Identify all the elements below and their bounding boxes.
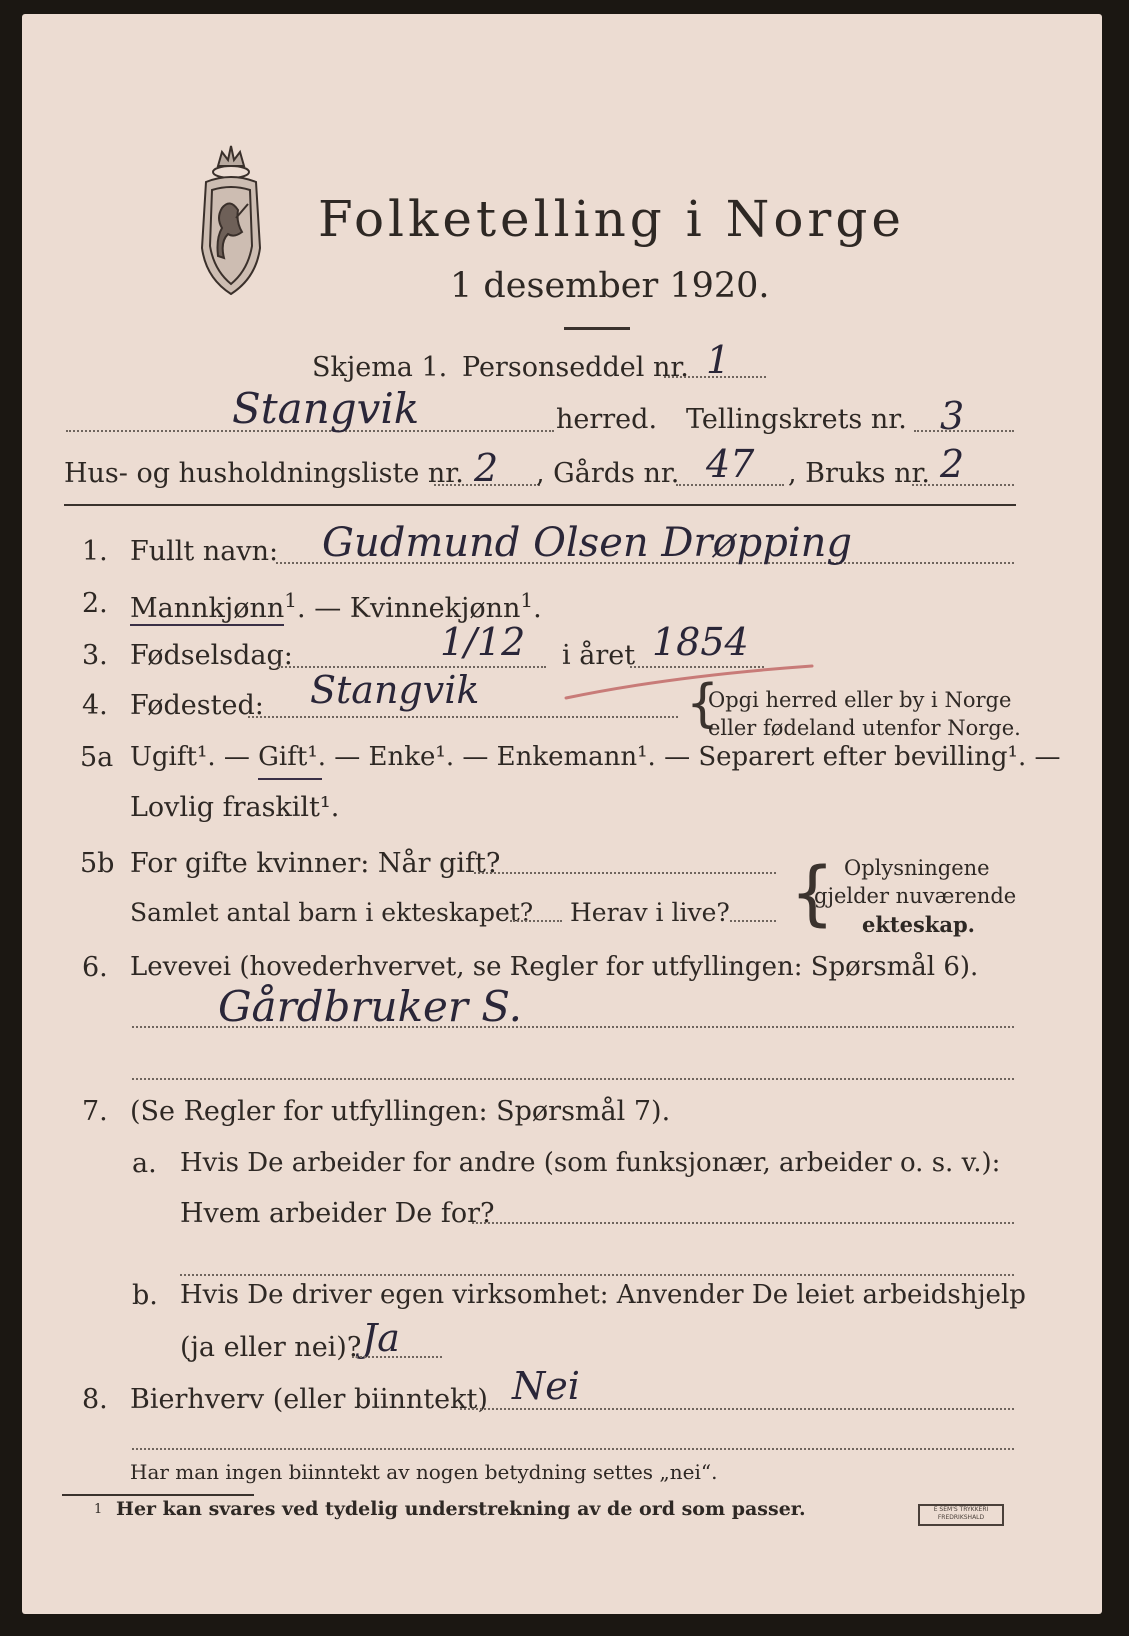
q5b-note-line2: gjelder nuværende (814, 884, 1017, 908)
q4-label: Fødested: (130, 690, 264, 721)
gards-label: , Gårds nr. (536, 458, 680, 489)
q7a-line1: Hvis De arbeider for andre (som funksjonær, arbeider o. s. v.): (180, 1148, 1001, 1178)
q8-line2 (132, 1448, 1014, 1450)
gards-value: 47 (706, 442, 755, 486)
q5b-alive-label: Herav i live? (570, 898, 730, 927)
q7-number: 7. (82, 1096, 108, 1127)
q2-options (130, 588, 542, 624)
coat-of-arms-icon (190, 138, 272, 298)
q6-label: Levevei (hovederhvervet, se Regler for utfyllingen: Spørsmål 6). (130, 952, 979, 982)
tellingskrets-label: Tellingskrets nr. (686, 404, 907, 435)
footnote-rule (62, 1494, 254, 1496)
q4-line (248, 716, 678, 718)
q6-line2 (132, 1078, 1014, 1080)
q6-number: 6. (82, 952, 108, 983)
q4-number: 4. (82, 690, 108, 721)
q1-label: Fullt navn: (130, 536, 279, 567)
hus-label: Hus- og husholdningsliste nr. (64, 458, 464, 489)
q5a-line2: Lovlig fraskilt¹. (130, 792, 340, 823)
printer-stamp: E SEM'S TRYKKERI FREDRIKSHALD (918, 1504, 1004, 1526)
bruks-label: , Bruks nr. (788, 458, 931, 489)
q7b-letter: b. (132, 1280, 158, 1311)
q7b-line (352, 1356, 442, 1358)
q3-year-label: i året (562, 640, 636, 671)
q8-line1 (460, 1408, 1014, 1410)
q7a-line2: Hvem arbeider De for? (180, 1198, 495, 1229)
q4-value: Stangvik (310, 668, 480, 712)
q4-note-line1: Opgi herred eller by i Norge (708, 688, 1012, 712)
skjema-label: Skjema 1. (312, 352, 448, 383)
female-option: Kvinnekjønn (349, 593, 521, 624)
herred-label: herred. (556, 404, 658, 435)
q7b-line2: (ja eller nei)? (180, 1332, 362, 1363)
footnote-mark: 1 (94, 1502, 103, 1517)
male-option-period: . (297, 593, 306, 624)
q1-value: Gudmund Olsen Drøpping (322, 520, 852, 566)
q2-number: 2. (82, 588, 108, 619)
q8-label: Bierhverv (eller biinntekt) (130, 1384, 488, 1415)
q5b-alive-line (730, 920, 776, 922)
q4-note-brace: { (686, 674, 720, 734)
gender-separator: — (314, 593, 342, 624)
footnote-text: Her kan svares ved tydelig understrekning av de ord som passer. (116, 1498, 806, 1520)
q3-label: Fødselsdag: (130, 640, 293, 671)
q6-value: Gårdbruker S. (218, 982, 522, 1031)
female-option-period: . (533, 593, 542, 624)
q7a-extra-line (180, 1274, 1014, 1276)
q5b-number: 5b (80, 848, 115, 879)
q5b-note-line1: Oplysningene (844, 856, 990, 880)
q5b-married-line (474, 872, 776, 874)
hus-value: 2 (474, 446, 499, 490)
tellingskrets-value: 3 (940, 394, 965, 438)
male-option: Mannkjønn (130, 593, 285, 624)
title-divider (564, 327, 630, 330)
form-title: Folketelling i Norge (318, 190, 905, 248)
q5b-children-line (510, 920, 562, 922)
bruks-value: 2 (940, 442, 965, 486)
q5b-note-line3: ekteskap. (862, 912, 975, 937)
male-footnote-sup: 1 (284, 588, 298, 612)
census-form (22, 14, 1102, 1614)
q5b-line1: For gifte kvinner: Når gift? (130, 848, 501, 879)
q3-year-value: 1854 (652, 620, 749, 664)
q5b-note-brace: { (790, 852, 835, 934)
q7a-letter: a. (132, 1148, 157, 1179)
q7-label: (Se Regler for utfyllingen: Spørsmål 7). (130, 1096, 671, 1127)
q1-number: 1. (82, 536, 108, 567)
female-footnote-sup: 1 (520, 588, 534, 612)
q4-note-line2: eller fødeland utenfor Norge. (708, 716, 1021, 740)
gift-underline (258, 778, 322, 780)
personseddel-label: Personseddel nr. (462, 352, 689, 383)
q3-day-value: 1/12 (440, 620, 526, 664)
biinntekt-note: Har man ingen biinntekt av nogen betydning settes „nei“. (130, 1460, 718, 1484)
herred-value: Stangvik (232, 384, 420, 433)
q8-number: 8. (82, 1384, 108, 1415)
census-date: 1 desember 1920. (450, 266, 770, 306)
q5a-line1: Ugift¹. — Gift¹. — Enke¹. — Enkemann¹. — Separert efter bevilling¹. — (130, 742, 1061, 772)
q8-value: Nei (512, 1364, 580, 1408)
q5b-children-label: Samlet antal barn i ekteskapet? (130, 898, 534, 927)
q7b-line1: Hvis De driver egen virksomhet: Anvender De leiet arbeidshjelp (180, 1280, 1026, 1310)
q5a-number: 5a (80, 742, 114, 773)
q7b-value: Ja (362, 1316, 400, 1360)
personseddel-value: 1 (706, 338, 731, 382)
header-rule (64, 504, 1016, 506)
q3-number: 3. (82, 640, 108, 671)
q7a-line (472, 1222, 1014, 1224)
